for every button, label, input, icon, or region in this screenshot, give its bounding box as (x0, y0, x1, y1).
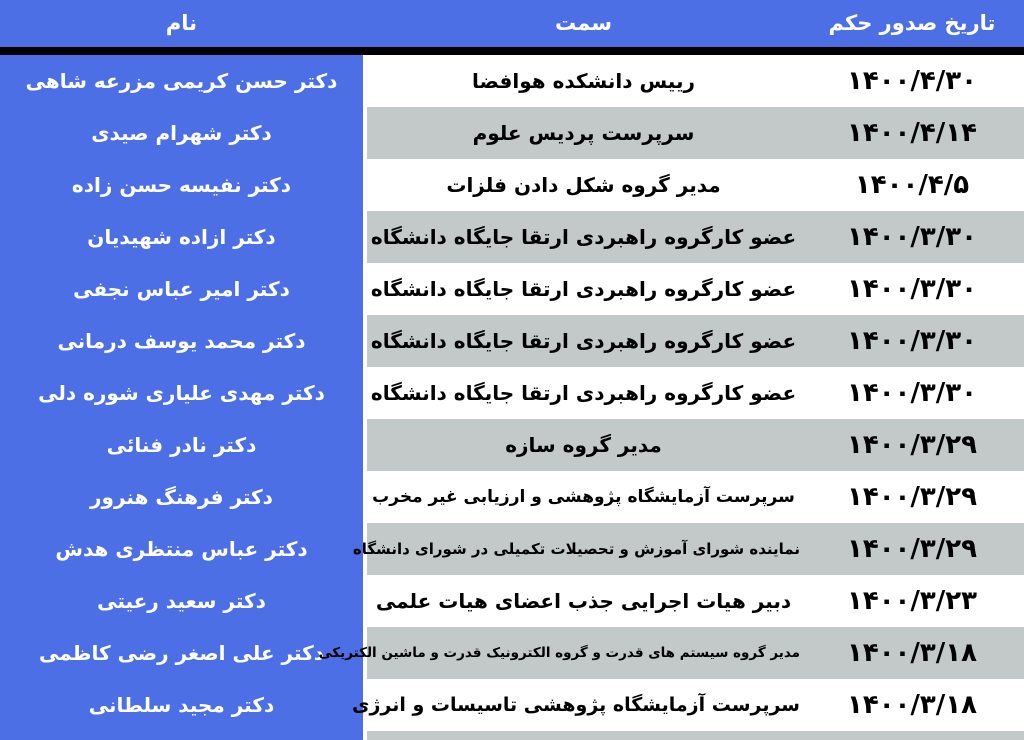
position-cell: عضو کارگروه راهبردی ارتقا جایگاه دانشگاه (370, 277, 797, 301)
name-cell: دکتر سعید رعیتی (97, 589, 266, 613)
name-cell: دکتر عباس منتظری هدش (55, 537, 308, 561)
date-cell: ۱۴۰۰/۴/۱۴ (846, 118, 978, 148)
name-cell: دکتر محمد یوسف درمانی (57, 329, 306, 353)
table-body (318, 55, 1024, 740)
date-cell: ۱۴۰۰/۴/۵ (854, 170, 970, 200)
date-cell: ۱۴۰۰/۳/۳۰ (846, 326, 978, 356)
date-cell: ۱۴۰۰/۳/۱۸ (846, 638, 978, 668)
table-row (367, 471, 1024, 523)
table-row (367, 315, 1024, 367)
name-cell: دکتر حسن کریمی مزرعه شاهی (25, 69, 338, 93)
position-cell: مدیر گروه شکل دادن فلزات (446, 173, 721, 197)
date-cell: ۱۴۰۰/۳/۲۹ (846, 430, 978, 460)
name-cell: دکتر علی اصغر رضی کاظمی (38, 641, 325, 665)
name-cell: دکتر فرهنگ هنرور (90, 485, 273, 509)
header-issue-date: تاریخ صدور حکم (828, 11, 996, 35)
name-cell: دکتر ازاده شهیدیان (87, 225, 276, 249)
position-cell: رییس دانشکده هوافضا (472, 69, 695, 93)
table-row (367, 263, 1024, 315)
table-header (0, 0, 1024, 47)
table-row-partial (367, 731, 1024, 740)
name-cell: دکتر مهدی علیاری شوره دلی (38, 381, 325, 405)
date-cell: ۱۴۰۰/۳/۲۹ (846, 482, 978, 512)
header-position: سمت (555, 11, 612, 35)
position-cell: سرپرست آزمایشگاه پژوهشی تاسیسات و انرژی (352, 694, 800, 716)
header-divider (0, 47, 1024, 55)
date-cell: ۱۴۰۰/۳/۳۰ (846, 222, 978, 252)
name-cell: دکتر امیر عباس نجفی (73, 277, 290, 301)
name-cell: دکتر نفیسه حسن زاده (71, 173, 292, 197)
position-cell: مدیر گروه سازه (505, 433, 662, 457)
date-cell: ۱۴۰۰/۴/۳۰ (846, 66, 978, 96)
position-cell: دبیر هیات اجرایی جذب اعضای هیات علمی (375, 589, 792, 613)
position-cell: سرپرست پردیس علوم (472, 121, 695, 145)
date-cell: ۱۴۰۰/۳/۳۰ (846, 378, 978, 408)
date-cell: ۱۴۰۰/۳/۳۰ (846, 274, 978, 304)
position-cell: مدیر گروه سیستم های قدرت و گروه الکترونیک قدرت و ماشین الکتریکی (318, 645, 800, 661)
name-cell: دکتر مجید سلطانی (88, 693, 275, 717)
table-row (367, 107, 1024, 159)
table-row (367, 367, 1024, 419)
position-cell: عضو کارگروه راهبردی ارتقا جایگاه دانشگاه (370, 225, 797, 249)
name-column (0, 55, 363, 740)
position-cell: سرپرست آزمایشگاه پژوهشی و ارزیابی غیر مخرب (372, 487, 795, 507)
table-row (318, 627, 1024, 679)
date-cell: ۱۴۰۰/۳/۲۹ (846, 534, 978, 564)
date-cell: ۱۴۰۰/۳/۲۳ (846, 586, 978, 616)
table-row (352, 523, 1024, 575)
date-cell: ۱۴۰۰/۳/۱۸ (846, 690, 978, 720)
table-row (367, 159, 1024, 211)
name-cell: دکتر شهرام صیدی (91, 121, 272, 145)
table-row (367, 419, 1024, 471)
table-row (367, 55, 1024, 107)
position-cell: عضو کارگروه راهبردی ارتقا جایگاه دانشگاه (370, 329, 797, 353)
table-row (352, 679, 1024, 731)
table-row (367, 575, 1024, 627)
position-cell: نماینده شورای آموزش و تحصیلات تکمیلی در شورای دانشگاه (352, 540, 800, 558)
name-cell: دکتر نادر فنائی (106, 433, 257, 457)
position-cell: عضو کارگروه راهبردی ارتقا جایگاه دانشگاه (370, 381, 797, 405)
table-row (367, 211, 1024, 263)
header-name: نام (165, 11, 198, 35)
